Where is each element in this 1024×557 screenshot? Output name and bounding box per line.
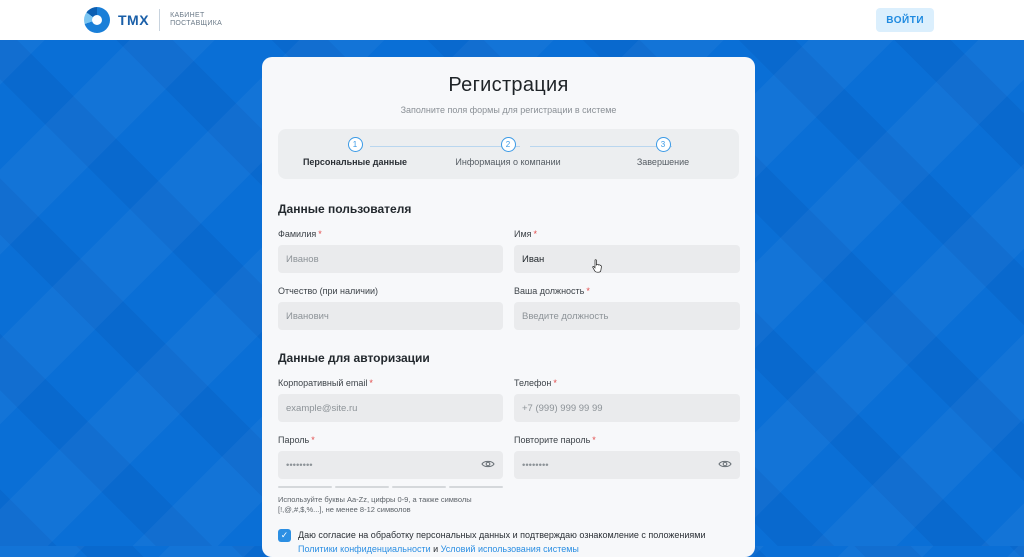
consent-text (298, 528, 705, 556)
terms-of-use-link[interactable]: Условий использования системы (440, 544, 579, 554)
password-repeat-placeholder: •••••••• (522, 459, 549, 471)
password-hint: Используйте буквы Aa-Zz, цифры 0-9, а также символы [!,@,#,$,%...], не менее 8-12 символов (278, 495, 472, 514)
eye-icon[interactable] (718, 459, 732, 469)
required-mark: * (369, 378, 373, 388)
password-placeholder: •••••••• (286, 459, 313, 471)
hand-cursor-icon (592, 259, 602, 273)
auth-data-section-title: Данные для авторизации (278, 351, 430, 365)
last-name-input[interactable]: Иванов (278, 245, 503, 273)
top-bar (0, 0, 1024, 40)
step-number: 1 (348, 137, 363, 152)
required-mark: * (318, 229, 322, 239)
email-label: Корпоративный email (278, 378, 368, 388)
logo-icon (84, 7, 110, 33)
logo-subtitle: КАБИНЕТ ПОСТАВЩИКА (170, 12, 223, 27)
password-input[interactable] (278, 451, 503, 479)
user-data-section-title: Данные пользователя (278, 202, 412, 216)
step-completion[interactable] (593, 137, 733, 167)
required-mark: * (586, 286, 590, 296)
password-label: Пароль (278, 435, 310, 445)
required-mark: * (592, 435, 596, 445)
position-field (514, 286, 740, 330)
first-name-label: Имя (514, 229, 532, 239)
password-repeat-label: Повторите пароль (514, 435, 591, 445)
phone-field (514, 378, 740, 422)
step-label: Информация о компании (455, 157, 561, 167)
middle-name-input[interactable]: Иванович (278, 302, 503, 330)
last-name-field (278, 229, 503, 273)
position-label: Ваша должность (514, 286, 585, 296)
required-mark: * (533, 229, 538, 239)
first-name-field (514, 229, 740, 273)
consent-checkbox[interactable]: ✓ (278, 529, 291, 542)
middle-name-label: Отчество (при наличии) (278, 286, 379, 296)
password-repeat-field (514, 435, 740, 515)
password-repeat-input[interactable] (514, 451, 740, 479)
registration-stepper (278, 129, 739, 179)
phone-label: Телефон (514, 378, 552, 388)
email-input[interactable]: example@site.ru (278, 394, 503, 422)
last-name-label: Фамилия (278, 229, 317, 239)
password-strength-meter (278, 486, 503, 488)
logo-name: ТМХ (118, 12, 150, 28)
required-mark: * (553, 378, 557, 388)
consent-row (278, 528, 739, 556)
page-subtitle: Заполните поля формы для регистрации в системе (400, 105, 617, 115)
consent-conjunction: и (430, 544, 441, 554)
step-label: Персональные данные (302, 157, 408, 167)
step-label: Завершение (636, 157, 690, 167)
first-name-input[interactable]: Иван (514, 245, 740, 273)
consent-label: Даю согласие на обработку персональных данных и подтверждаю ознакомление с положениями (298, 530, 706, 540)
logo[interactable] (84, 7, 230, 33)
eye-icon[interactable] (481, 459, 495, 469)
position-input[interactable]: Введите должность (514, 302, 740, 330)
login-button[interactable]: ВОЙТИ (876, 8, 934, 32)
page-title: Регистрация (448, 74, 569, 96)
privacy-policy-link[interactable]: Политики конфиденциальности (298, 544, 431, 554)
middle-name-field (278, 286, 503, 330)
registration-card (262, 57, 755, 557)
phone-input[interactable]: +7 (999) 999 99 99 (514, 394, 740, 422)
step-company-info[interactable] (438, 137, 578, 167)
logo-divider (159, 9, 160, 31)
step-number: 3 (656, 137, 671, 152)
step-personal-data[interactable] (285, 137, 425, 167)
email-field (278, 378, 503, 422)
password-field (278, 435, 503, 515)
required-mark: * (311, 435, 315, 445)
step-number: 2 (501, 137, 516, 152)
